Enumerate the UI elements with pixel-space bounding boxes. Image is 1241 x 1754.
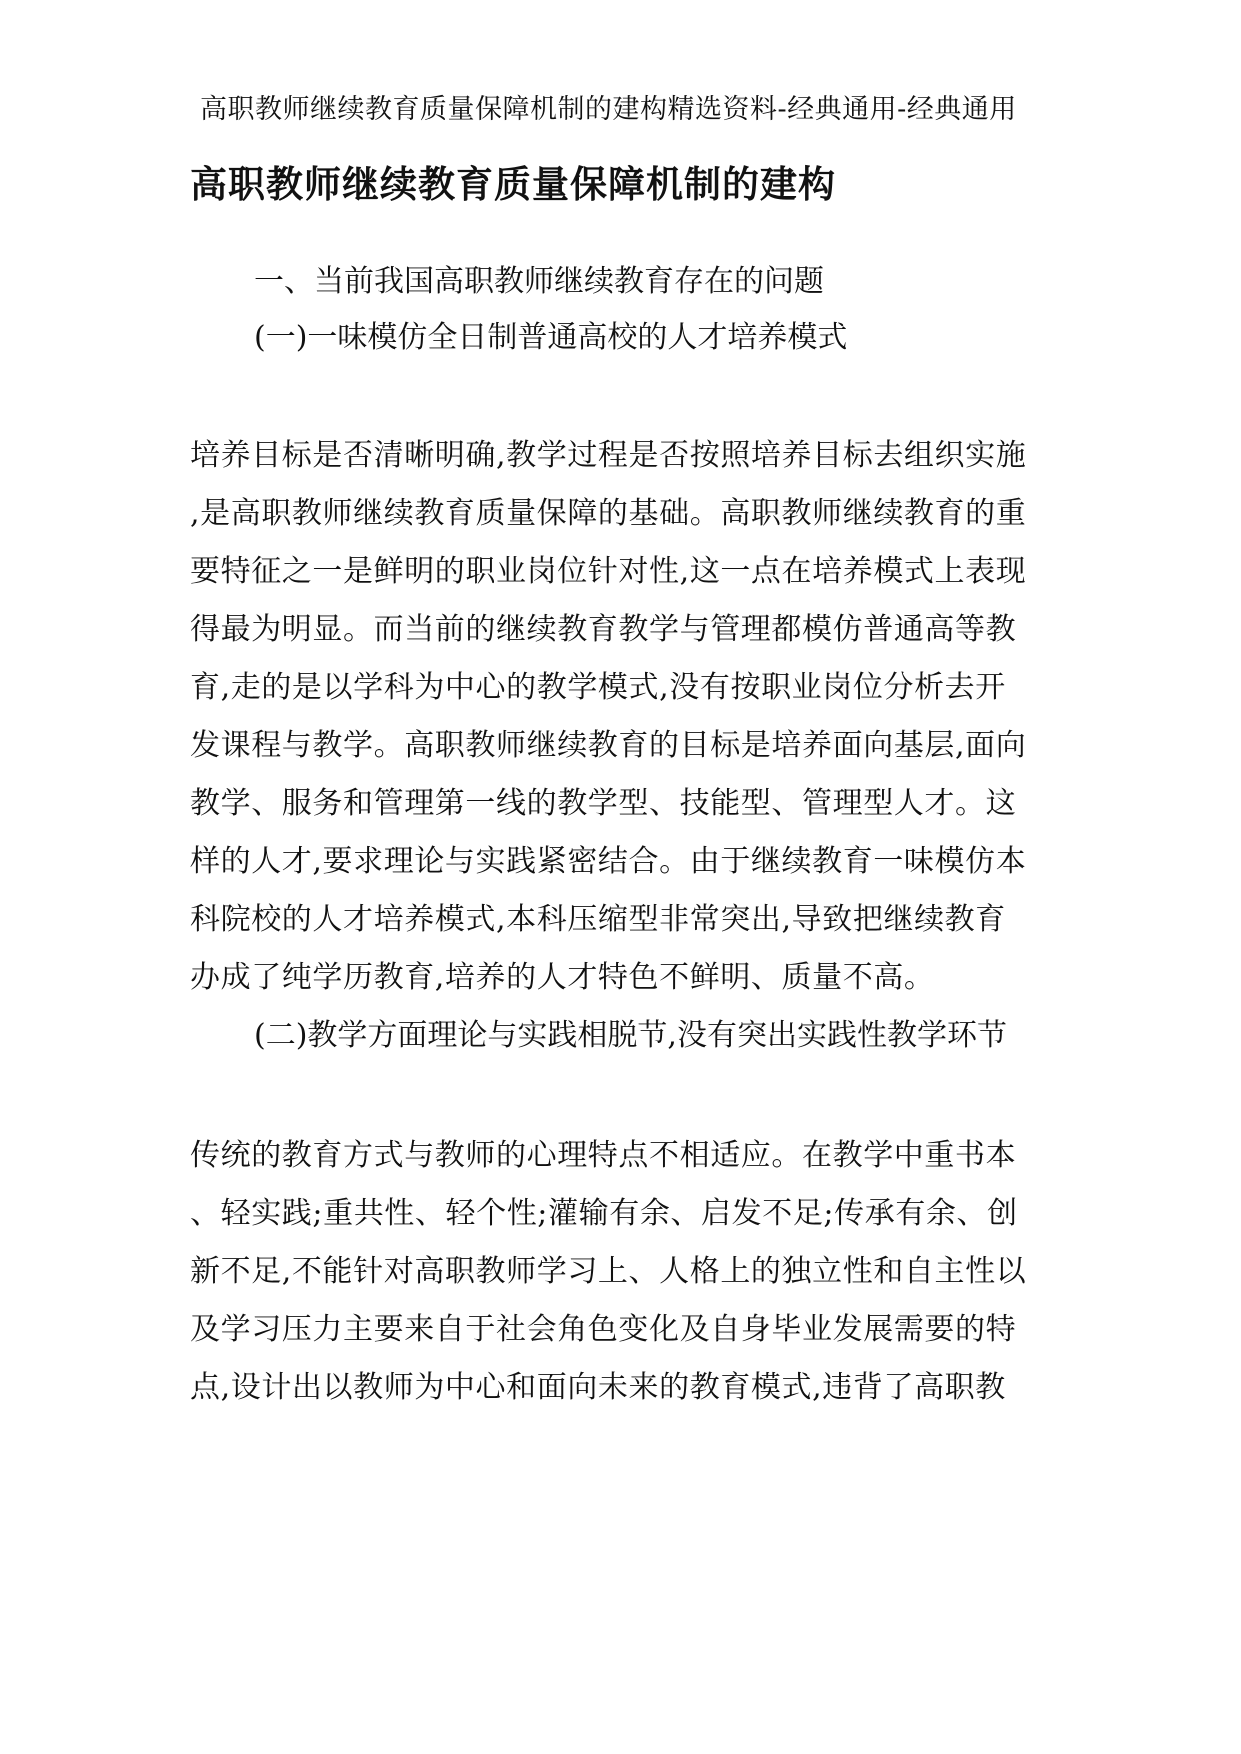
paragraph-1-line: 得最为明显。而当前的继续教育教学与管理都模仿普通高等教 [190,612,1017,647]
paragraph-1-line: 发课程与教学。高职教师继续教育的目标是培养面向基层,面向 [190,728,1027,763]
paragraph-2-line: 、轻实践;重共性、轻个性;灌输有余、启发不足;传承有余、创 [190,1196,1018,1231]
running-header: 高职教师继续教育质量保障机制的建构精选资料-经典通用-经典通用 [200,94,1017,125]
paragraph-1-line: 育,走的是以学科为中心的教学模式,没有按职业岗位分析去开 [190,670,1006,705]
document-title: 高职教师继续教育质量保障机制的建构 [190,162,836,206]
subsection-heading-2: (二)教学方面理论与实践相脱节,没有突出实践性教学环节 [254,1018,1007,1053]
paragraph-2-line: 及学习压力主要来自于社会角色变化及自身毕业发展需要的特 [190,1312,1017,1347]
paragraph-1-line: 样的人才,要求理论与实践紧密结合。由于继续教育一味模仿本 [190,844,1027,879]
paragraph-1-line: ,是高职教师继续教育质量保障的基础。高职教师继续教育的重 [190,496,1027,531]
paragraph-1-line: 办成了纯学历教育,培养的人才特色不鲜明、质量不高。 [190,960,935,995]
paragraph-1-line: 培养目标是否清晰明确,教学过程是否按照培养目标去组织实施 [190,438,1027,473]
subsection-heading-1: (一)一味模仿全日制普通高校的人才培养模式 [254,320,848,355]
paragraph-2-line: 新不足,不能针对高职教师学习上、人格上的独立性和自主性以 [190,1254,1027,1289]
paragraph-1-line: 科院校的人才培养模式,本科压缩型非常突出,导致把继续教育 [190,902,1006,937]
paragraph-1-line: 教学、服务和管理第一线的教学型、技能型、管理型人才。这 [190,786,1017,821]
paragraph-2-line: 点,设计出以教师为中心和面向未来的教育模式,违背了高职教 [190,1370,1006,1405]
section-heading-1: 一、当前我国高职教师继续教育存在的问题 [254,264,824,299]
paragraph-1-line: 要特征之一是鲜明的职业岗位针对性,这一点在培养模式上表现 [190,554,1027,589]
paragraph-2-line: 传统的教育方式与教师的心理特点不相适应。在教学中重书本 [190,1138,1017,1173]
